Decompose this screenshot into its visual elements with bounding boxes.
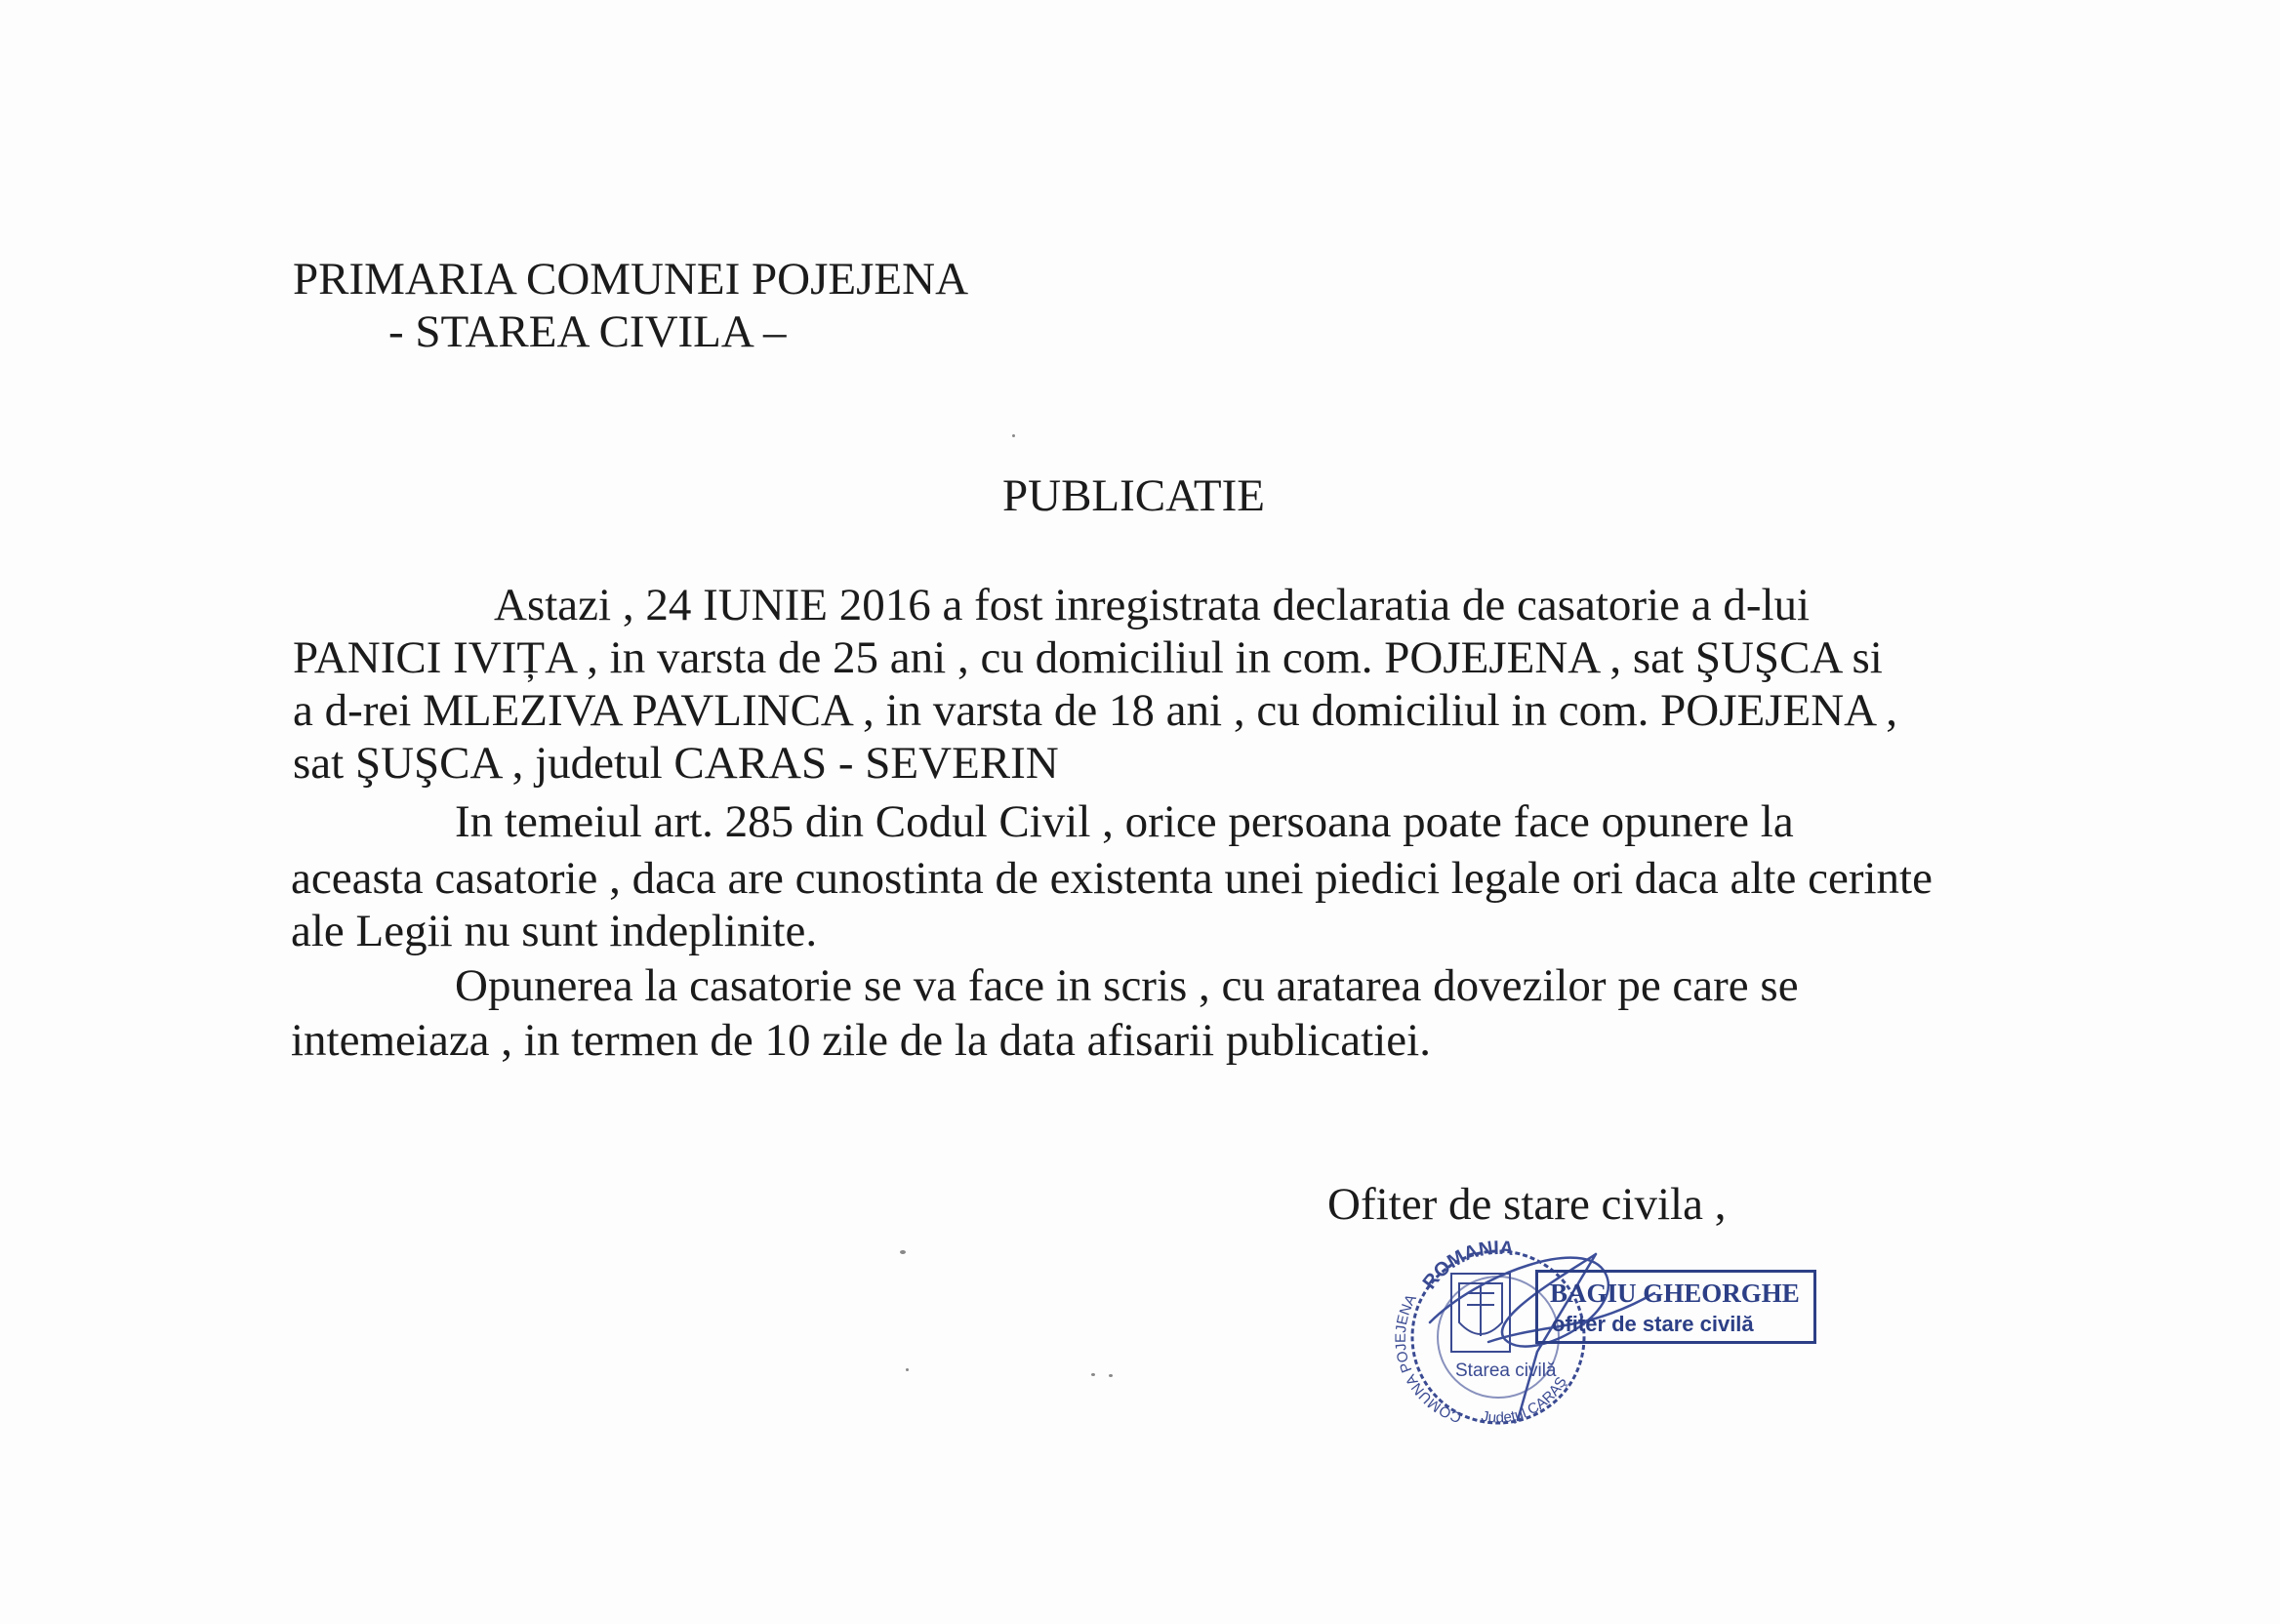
seal-top-text: ROMANIA [1418, 1237, 1515, 1294]
body-line: sat ŞUŞCA , judetul CARAS - SEVERIN [293, 738, 1059, 789]
document-title: PUBLICATIE [1002, 470, 1265, 521]
body-line: Opunerea la casatorie se va face in scris , cu aratarea dovezilor pe care se [455, 960, 1799, 1011]
seal-bottom-text: Judeţul CARAŞ [1480, 1373, 1570, 1427]
paper-speck [900, 1250, 906, 1254]
paper-speck [906, 1368, 909, 1371]
stamp-officer-name: BAGIU GHEORGHE [1550, 1279, 1800, 1308]
name-stamp [1535, 1270, 1816, 1344]
body-line: Astazi , 24 IUNIE 2016 a fost inregistrata declaratia de casatorie a d-lui [494, 580, 1811, 630]
stamp-officer-role: ofiter de stare civilă [1552, 1312, 1754, 1336]
body-line: aceasta casatorie , daca are cunostinta de existenta unei piedici legale ori daca alte cerinte [291, 853, 1933, 904]
paper-speck [1012, 434, 1015, 437]
seal-center-text: Starea civilă [1455, 1360, 1557, 1381]
paper-speck [1091, 1373, 1095, 1376]
body-line: ale Legii nu sunt indeplinite. [291, 906, 818, 956]
official-stamp [1362, 1215, 1859, 1449]
seal-left-text: COMUNA POJEJENA [1392, 1291, 1464, 1426]
body-line: intemeiaza , in termen de 10 zile de la data afisarii publicatiei. [291, 1015, 1431, 1066]
body-line: PANICI IVIȚA , in varsta de 25 ani , cu domiciliul in com. POJEJENA , sat ŞUŞCA si [293, 632, 1883, 683]
body-line: In temeiul art. 285 din Codul Civil , orice persoana poate face opunere la [455, 796, 1794, 847]
paper-speck [1109, 1374, 1113, 1377]
department-name: - STAREA CIVILA – [388, 306, 787, 357]
body-line: a d-rei MLEZIVA PAVLINCA , in varsta de 18 ani , cu domiciliul in com. POJEJENA , [293, 685, 1898, 736]
signature-label: Ofiter de stare civila , [1327, 1179, 1727, 1230]
institution-name: PRIMARIA COMUNEI POJEJENA [293, 254, 969, 304]
